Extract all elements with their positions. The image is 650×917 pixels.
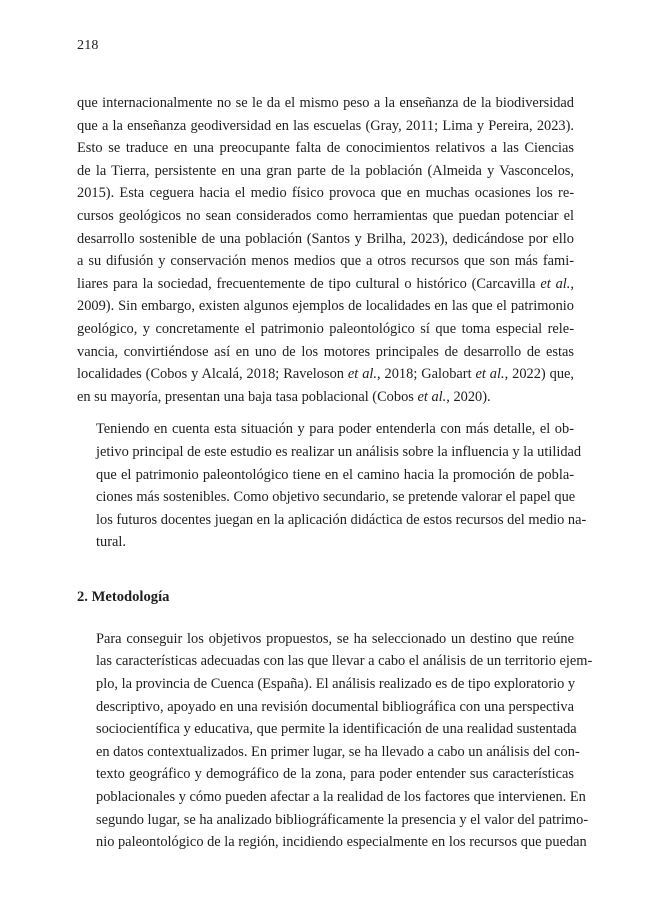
- et-al-italic: et al.: [540, 275, 571, 292]
- text-line: 2015). Esta ceguera hacia el medio físico provoca que en muchas ocasiones los re-: [77, 185, 574, 202]
- paragraph-biodiversity-context: [77, 92, 574, 408]
- paragraph-study-objectives: [77, 418, 587, 554]
- text-line: de la Tierra, persistente en una gran parte de la población (Almeida y Vasconcelos,: [77, 162, 574, 179]
- text-line: descriptivo, apoyado en una revisión documental bibliográfica con una perspectiva: [96, 698, 574, 715]
- text-line: segundo lugar, se ha analizado bibliográficamente la presencia y el valor del patrimo-: [96, 811, 589, 828]
- text-line: a su difusión y conservación menos medios que a otros recursos que son más fami-: [77, 253, 574, 270]
- body-text: [77, 92, 593, 854]
- text-line: vancia, convirtiéndose así en uno de los motores principales de desarrollo de estas: [77, 343, 574, 360]
- text-line: geológico, y concretamente el patrimonio paleontológico sí que toma especial rele-: [77, 320, 574, 337]
- text-line: las características adecuadas con las que llevar a cabo el análisis de un territorio ejem-: [96, 653, 593, 670]
- paragraph-methodology: [77, 628, 593, 854]
- text-line: sociocientífica y educativa, que permite la identificación de una realidad sustentada: [96, 721, 577, 738]
- text-line: 2009). Sin embargo, existen algunos ejemplos de localidades en las que el patrimonio: [77, 298, 574, 315]
- text-line: que internacionalmente no se le da el mismo peso a la enseñanza de la biodiversidad: [77, 95, 574, 111]
- text-line: cursos geológicos no sean considerados como herramientas que puedan potenciar el: [77, 207, 574, 224]
- text-line: liares para la sociedad, frecuentemente de tipo cultural o histórico (Carcavilla et al.,: [77, 275, 574, 292]
- text-line: texto geográfico y demográfico de la zona, para poder entender sus características: [96, 766, 574, 783]
- text-line: poblacionales y cómo pueden afectar a la realidad de los factores que intervienen. En: [96, 789, 586, 806]
- text-line: que a la enseñanza geodiversidad en las escuelas (Gray, 2011; Lima y Pereira, 2023).: [77, 117, 574, 134]
- text-line: que el patrimonio paleontológico tiene en el camino hacia la promoción de pobla-: [96, 466, 574, 483]
- page-number: 218: [77, 38, 99, 53]
- text-line: nio paleontológico de la región, incidiendo especialmente en los recursos que puedan: [96, 834, 587, 851]
- text-line: desarrollo sostenible de una población (Santos y Brilha, 2023), dedicándose por ello: [77, 230, 574, 247]
- et-al-italic: et al.: [347, 366, 378, 383]
- text-line: jetivo principal de este estudio es realizar un análisis sobre la influencia y la utilidad: [96, 443, 582, 460]
- text-line: plo, la provincia de Cuenca (España). El análisis realizado es de tipo exploratorio y: [96, 676, 576, 693]
- text-line: ciones más sostenibles. Como objetivo secundario, se pretende valorar el papel que: [96, 489, 576, 506]
- text-line: en su mayoría, presentan una baja tasa poblacional (Cobos et al., 2020).: [77, 388, 491, 405]
- text-line: Teniendo en cuenta esta situación y para poder entenderla con más detalle, el ob-: [96, 421, 574, 438]
- text-line: Para conseguir los objetivos propuestos, se ha seleccionado un destino que reúne: [96, 630, 574, 647]
- text-line: Esto se traduce en una preocupante falta de conocimientos relativos a las Ciencias: [77, 140, 574, 157]
- text-line: los futuros docentes juegan en la aplicación didáctica de estos recursos del medio na-: [96, 511, 587, 528]
- et-al-italic: et al.: [417, 388, 447, 405]
- section-heading: 2. Metodología: [77, 588, 170, 605]
- et-al-italic: et al.: [475, 366, 505, 383]
- text-line: en datos contextualizados. En primer lugar, se ha llevado a cabo un análisis del con-: [96, 743, 580, 760]
- text-line: localidades (Cobos y Alcalá, 2018; Raveloson et al., 2018; Galobart et al., 2022) que,: [77, 366, 574, 383]
- text-line: tural.: [96, 534, 126, 551]
